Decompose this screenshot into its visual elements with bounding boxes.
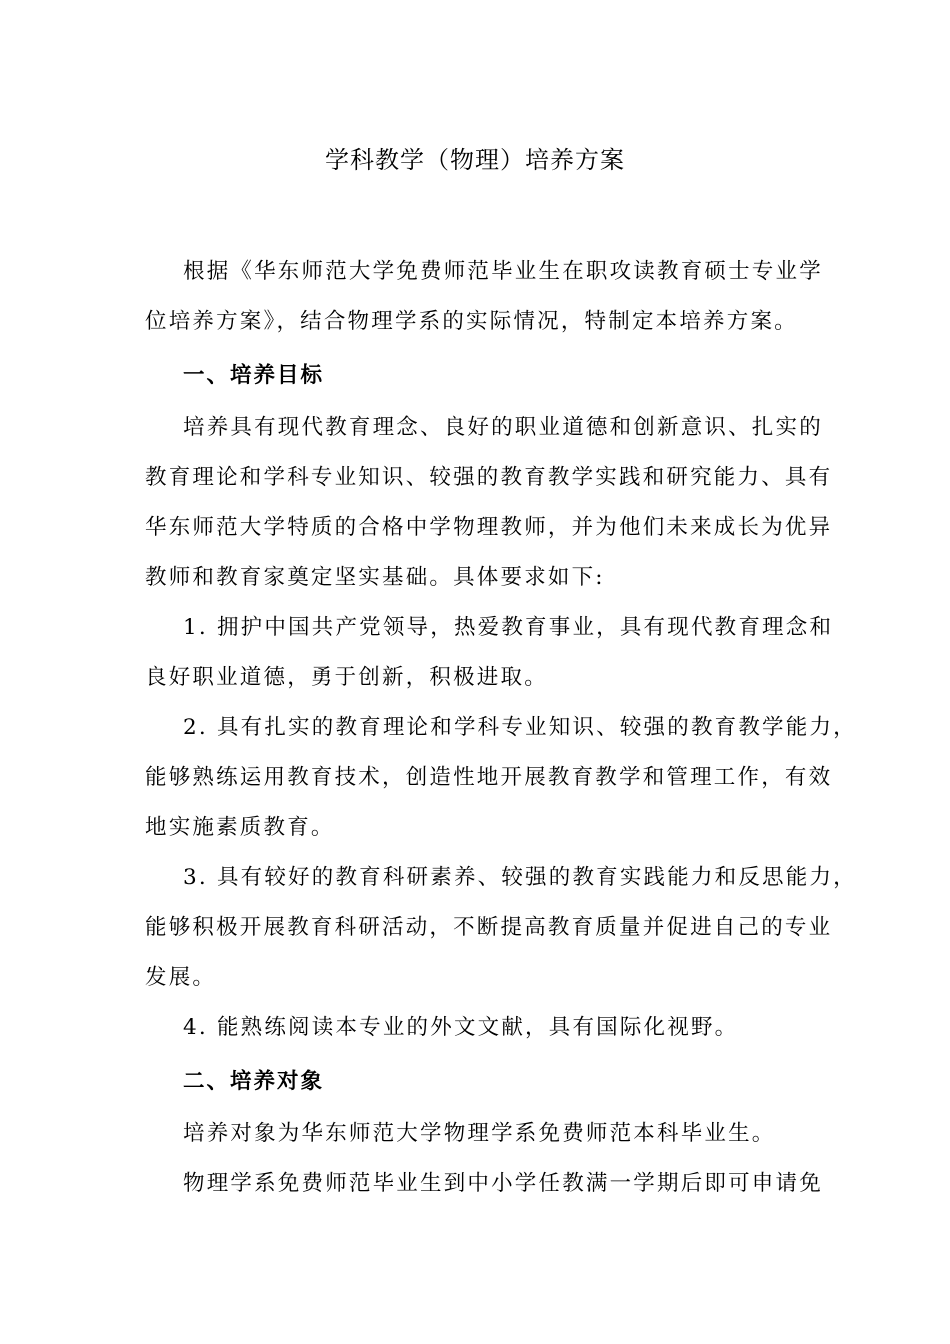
goal-item-4-line: 4. 能熟练阅读本专业的外文文献，具有国际化视野。 [183, 1015, 739, 1040]
goals-para-line: 培养具有现代教育理念、良好的职业道德和创新意识、扎实的 [183, 415, 823, 440]
goal-item-3-line: 发展。 [145, 965, 217, 990]
goal-item-2-line: 2. 具有扎实的教育理论和学科专业知识、较强的教育教学能力， [183, 715, 857, 740]
document-title: 学科教学（物理）培养方案 [325, 146, 625, 174]
goal-item-3-line: 能够积极开展教育科研活动，不断提高教育质量并促进自己的专业 [145, 915, 833, 940]
goal-item-3-line: 3. 具有较好的教育科研素养、较强的教育实践能力和反思能力， [183, 865, 857, 890]
intro-line-2: 位培养方案》，结合物理学系的实际情况，特制定本培养方案。 [145, 309, 798, 334]
goals-para-line: 教育理论和学科专业知识、较强的教育教学实践和研究能力、具有 [145, 465, 833, 490]
target-para-line: 培养对象为华东师范大学物理学系免费师范本科毕业生。 [183, 1121, 776, 1146]
intro-line-1: 根据《华东师范大学免费师范毕业生在职攻读教育硕士专业学 [183, 259, 823, 284]
section-heading-goals: 一、培养目标 [183, 363, 325, 388]
goal-item-2-line: 能够熟练运用教育技术，创造性地开展教育教学和管理工作，有效 [145, 765, 833, 790]
goals-para-line: 华东师范大学特质的合格中学物理教师，并为他们未来成长为优异 [145, 515, 833, 540]
goal-item-1-line: 良好职业道德，勇于创新，积极进取。 [145, 665, 548, 690]
target-para-line: 物理学系免费师范毕业生到中小学任教满一学期后即可申请免 [183, 1171, 823, 1196]
goals-para-line: 教师和教育家奠定坚实基础。具体要求如下: [145, 565, 605, 590]
goal-item-1-line: 1. 拥护中国共产党领导，热爱教育事业，具有现代教育理念和 [183, 615, 834, 640]
goal-item-2-line: 地实施素质教育。 [145, 815, 335, 840]
section-heading-target: 二、培养对象 [183, 1069, 325, 1094]
